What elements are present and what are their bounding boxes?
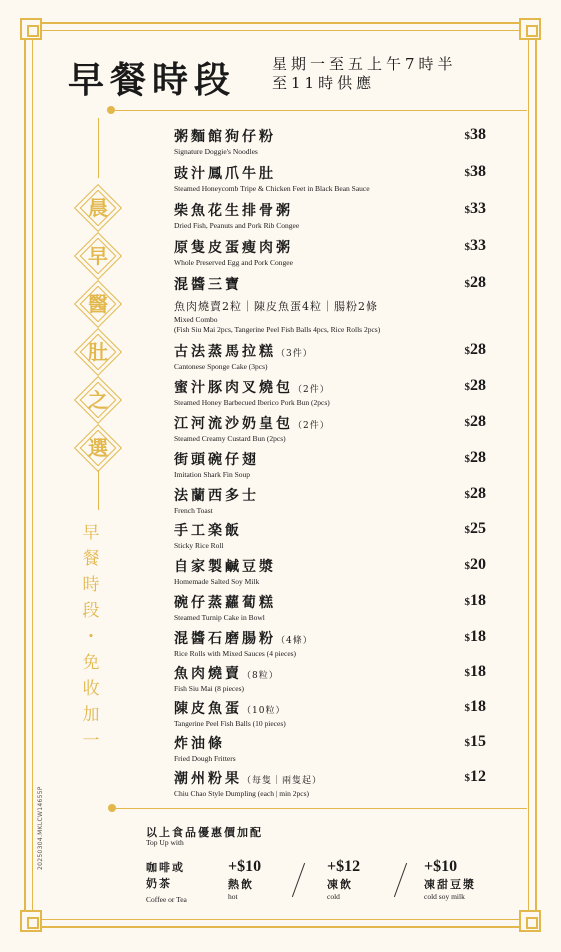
item-name-en: Mixed Combo [174, 315, 218, 324]
item-price: $12 [464, 768, 486, 785]
item-name-zh: 古法蒸馬拉糕（3件） [174, 344, 313, 360]
item-name-en: Cantonese Sponge Cake (3pcs) [174, 362, 268, 371]
menu-item [174, 628, 490, 658]
item-price: $18 [464, 698, 486, 715]
print-code: 20250304.MKLCW14655P [37, 786, 44, 870]
topup-drink: 咖啡或 奶茶 Coffee or Tea [146, 861, 187, 904]
item-name-zh: 潮州粉果（每隻｜兩隻起） [174, 771, 323, 787]
menu-item [174, 163, 490, 193]
item-name-zh: 江河流沙奶皇包（2件） [174, 416, 330, 432]
topup-option: +$10 熱飲 hot [228, 858, 262, 901]
item-name-en: Signature Doggie's Noodles [174, 147, 258, 156]
menu-item [174, 126, 490, 156]
menu-item [174, 698, 490, 728]
item-price: $38 [464, 163, 486, 180]
item-name-zh: 炸油條 [174, 736, 225, 752]
side-label-diamond: 選 [74, 424, 122, 472]
menu-item [174, 485, 490, 515]
item-name-en: Rice Rolls with Mixed Sauces (4 pieces) [174, 649, 297, 658]
divider-dot [108, 804, 116, 812]
menu-item [174, 556, 490, 586]
item-combo-detail: 魚肉燒賣2粒｜陳皮魚蛋4粒｜腸粉2條 [174, 300, 378, 313]
topup-title: 以上食品優惠價加配 [146, 826, 263, 839]
item-name-en: Steamed Honeycomb Tripe & Chicken Feet in Black Bean Sauce [174, 184, 370, 193]
side-label-diamond: 晨 [74, 184, 122, 232]
item-name-en: Steamed Creamy Custard Bun (2pcs) [174, 434, 286, 443]
item-name-en: Fish Siu Mai (8 pieces) [174, 684, 244, 693]
item-name-zh: 陳皮魚蛋（10粒） [174, 701, 286, 717]
item-name-en: Steamed Honey Barbecued Iberico Pork Bun (2pcs) [174, 398, 330, 407]
hours-line: 星期一至五上午7時半 [272, 55, 457, 73]
corner-ornament [20, 910, 42, 932]
item-price: $28 [464, 377, 486, 394]
item-name-zh: 魚肉燒賣（8粒） [174, 666, 279, 682]
menu-item [174, 200, 490, 230]
item-price: $18 [464, 628, 486, 645]
corner-ornament [519, 910, 541, 932]
menu-item [174, 592, 490, 622]
menu-item [174, 733, 490, 763]
item-name-zh: 柴魚花生排骨粥 [174, 203, 293, 219]
item-name-en: Steamed Turnip Cake in Bowl [174, 613, 265, 622]
menu-item [174, 413, 490, 443]
item-name-en: Fried Dough Fritters [174, 754, 236, 763]
divider-dot [107, 106, 115, 114]
item-name-en: Chiu Chao Style Dumpling (each | min 2pcs) [174, 789, 310, 798]
menu-item [174, 377, 490, 407]
item-name-en: Tangerine Peel Fish Balls (10 pieces) [174, 719, 286, 728]
side-label-diamond: 早 [74, 232, 122, 280]
item-price: $33 [464, 237, 486, 254]
item-name-en: Sticky Rice Roll [174, 541, 224, 550]
topup-option: +$12 凍飲 cold [327, 858, 361, 901]
item-name-zh: 碗仔蒸蘿蔔糕 [174, 595, 276, 611]
corner-ornament [519, 18, 541, 40]
side-label-diamond: 之 [74, 376, 122, 424]
item-price: $18 [464, 592, 486, 609]
item-price: $38 [464, 126, 486, 143]
item-name-zh: 蜜汁豚肉叉燒包（2件） [174, 380, 330, 396]
side-line [98, 470, 99, 510]
item-price: $20 [464, 556, 486, 573]
page-title: 早餐時段 [68, 59, 237, 101]
item-name-zh: 混醬三寶 [174, 277, 242, 293]
item-price: $15 [464, 733, 486, 750]
item-name-en: Whole Preserved Egg and Pork Congee [174, 258, 293, 267]
item-price: $25 [464, 520, 486, 537]
item-price: $28 [464, 341, 486, 358]
item-price: $28 [464, 413, 486, 430]
divider [112, 110, 527, 111]
item-name-zh: 手工楽飯 [174, 523, 242, 539]
service-hours [272, 55, 457, 93]
item-name-zh: 粥麵館狗仔粉 [174, 129, 276, 145]
item-name-zh: 原隻皮蛋瘦肉粥 [174, 240, 293, 256]
item-name-en: Dried Fish, Peanuts and Pork Rib Congee [174, 221, 300, 230]
menu-item [174, 520, 490, 550]
divider [116, 808, 527, 809]
menu-item [174, 449, 490, 479]
menu-item [174, 663, 490, 693]
topup-option: +$10 凍甜豆漿 cold soy milk [424, 858, 476, 901]
item-name-zh: 混醬石磨腸粉（4條） [174, 631, 313, 647]
item-name-zh: 豉汁鳳爪牛肚 [174, 166, 276, 182]
corner-ornament [20, 18, 42, 40]
item-name-zh: 法蘭西多士 [174, 488, 259, 504]
item-name-zh: 街頭碗仔翅 [174, 452, 259, 468]
side-line [98, 118, 99, 178]
side-note: 早 餐 時 段 ・ 免 收 加 一 [82, 523, 100, 751]
item-price: $28 [464, 274, 486, 291]
menu-item [174, 237, 490, 267]
menu-item [174, 274, 490, 334]
side-label-diamond: 醫 [74, 280, 122, 328]
topup-title-en: Top Up with [146, 838, 184, 847]
item-name-zh: 自家製鹹豆漿 [174, 559, 276, 575]
item-price: $33 [464, 200, 486, 217]
side-label-diamond: 肚 [74, 328, 122, 376]
menu-item [174, 341, 490, 371]
item-price: $18 [464, 663, 486, 680]
hours-line: 至11時供應 [272, 74, 376, 92]
item-name-en: French Toast [174, 506, 213, 515]
item-name-en: Imitation Shark Fin Soup [174, 470, 251, 479]
item-name-en: Homemade Salted Soy Milk [174, 577, 260, 586]
item-detail-en: (Fish Siu Mai 2pcs, Tangerine Peel Fish Balls 4pcs, Rice Rolls 2pcs) [174, 325, 381, 334]
item-price: $28 [464, 485, 486, 502]
menu-item [174, 768, 490, 798]
item-price: $28 [464, 449, 486, 466]
